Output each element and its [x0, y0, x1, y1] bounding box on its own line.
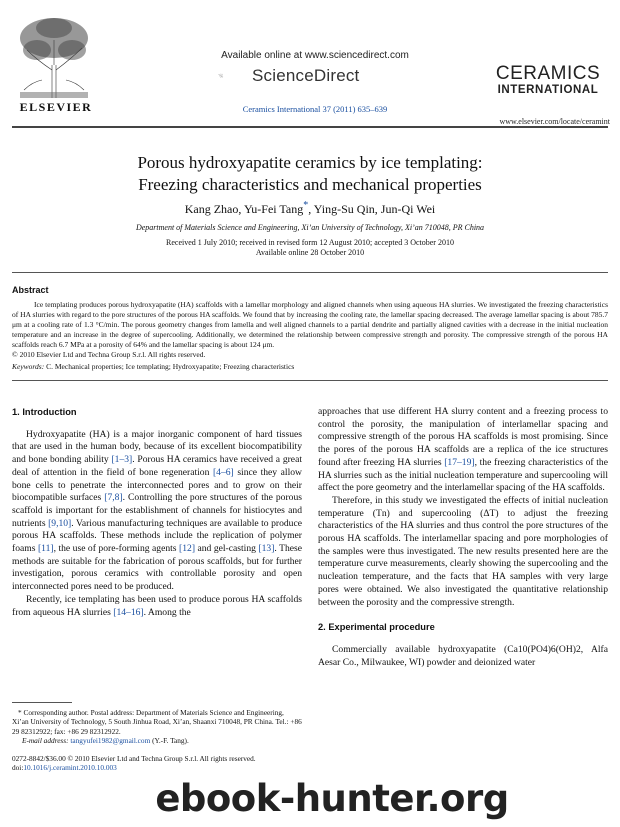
text-run: . Among the: [143, 606, 191, 618]
intro-paragraph-2: [12, 594, 302, 619]
issn-line: 0272-8842/$36.00 © 2010 Elsevier Ltd and Techna Group S.r.l. All rights reserved.: [12, 754, 256, 763]
doi-link[interactable]: 10.1016/j.ceramint.2010.10.003: [23, 763, 117, 773]
article-title: [20, 152, 600, 196]
text-run: approaches that use different HA slurry content and a freezing process to control the porosity, the manipulation of interlamellar spacing and compressive strength of the porous HA scaffolds is most promising. Since the pores of the porous HA scaffolds are a replica of the ice structures found after freezing HA slurries: [318, 406, 608, 468]
right-paragraph-2: Therefore, in this study we investigated the effects of initial nucleation temperature (Tn) and supercooling (ΔT) to adjust the freezing characteristics of the HA slurries and thus control the pore structures of the porous HA scaffolds. The interlamellar spacing and pore morphologies of the samples were thus investigated. The new results presented here are the temperature curve measurements, clearly showing the supercooling and the nucleation temperature, and the facts that HA samples with very large pores were obtained. We also investigated the quantitative relationship between the porosity and the compressive strength.: [318, 494, 608, 608]
affiliation: Department of Materials Science and Engineering, Xi’an University of Technology, Xi’an 710048, PR China: [135, 223, 485, 232]
text-run: Recently, ice templating has been used to produce porous HA scaffolds from aqueous HA slurries: [12, 593, 302, 618]
journal-name-line1: CERAMICS: [495, 63, 601, 84]
abstract-copyright: © 2010 Elsevier Ltd and Techna Group S.r.l. All rights reserved.: [12, 350, 206, 359]
citation-link[interactable]: [13]: [258, 543, 275, 555]
journal-name-line2: INTERNATIONAL: [497, 84, 599, 96]
email-label: E-mail address:: [22, 735, 69, 745]
elsevier-tree-logo: [12, 10, 96, 102]
publisher-logo-text: ELSEVIER: [19, 100, 93, 114]
available-online-text: Available online at www.sciencedirect.com: [221, 50, 409, 61]
text-run: . These methods are suitable for the fabrication of porous scaffolds, but for further investigation, porous ceramics with controllable porosity and open interconnected pores need to be produced.: [12, 543, 303, 593]
citation-link[interactable]: [11]: [37, 543, 54, 555]
authors-part-1: Kang Zhao, Yu-Fei Tang: [184, 202, 304, 216]
abstract-heading: Abstract: [12, 285, 49, 295]
article-dates: [20, 238, 600, 258]
journal-url-link[interactable]: www.elsevier.com/locate/ceramint: [499, 117, 610, 126]
footnote-text: Corresponding author. Postal address: Department of Materials Science and Engineering, Xi’an University of Technology, 5 South Jinhua Road, Xi’an, Shaanxi 710048, PR China. Tel.: +86 29 82312922; fax: +86 29 82312922.: [12, 708, 302, 736]
front-matter: [12, 754, 332, 773]
text-run: . Controlling the pore structures of the porous scaffold is important for the establishment of channels for histiocytes and nutrients: [12, 492, 302, 529]
citation-link[interactable]: [12]: [179, 543, 196, 555]
text-run: since they allow bone cells to penetrate the interconnected pores and to grow on their biocompatible surfaces: [12, 466, 302, 504]
title-line-1: Porous hydroxyapatite ceramics by ice templating:: [137, 153, 483, 172]
introduction-heading: 1. Introduction: [12, 407, 77, 417]
text-run: Hydroxyapatite (HA) is a major inorganic component of hard tissues that are used in the human body, because of its excellent biocompatibility and bone bonding ability: [12, 428, 302, 466]
email-suffix: (Y.-F. Tang).: [150, 735, 189, 745]
corresponding-author-footnote: [12, 708, 302, 745]
left-column: [12, 406, 302, 619]
text-run: . Porous HA ceramics have received a great deal of attention in the field of bone regeneration: [12, 454, 302, 478]
watermark-text: ebook-hunter.org: [155, 777, 509, 820]
journal-logo: [488, 64, 608, 97]
citation-link[interactable]: [7,8]: [104, 492, 123, 504]
available-date: Available online 28 October 2010: [255, 248, 365, 257]
citation-link[interactable]: [14–16]: [113, 606, 144, 618]
text-run: , the freezing characteristics of the HA slurries such as the initial nucleation temperature and supercooling will affect the pore geometry and the interlamellar spacing of the HA scaffolds.: [318, 456, 608, 494]
text-run: , the use of pore-forming agents: [53, 543, 180, 555]
text-run: and gel-casting: [195, 543, 259, 555]
right-paragraph-3: Commercially available hydroxyapatite (Ca10(PO4)6(OH)2, Alfa Aesar Co., Milwaukee, WI) powder and deionized water: [318, 643, 608, 668]
text-run: . Various manufacturing techniques are available to produce porous HA scaffolds. These methods include the replication of polymer foams: [12, 517, 302, 555]
abstract-bottom-rule: [12, 380, 608, 381]
keywords-list: C. Mechanical properties; Ice templating; Hydroxyapatite; Freezing characteristics: [46, 362, 295, 371]
abstract-top-rule: [12, 272, 608, 273]
citation-link[interactable]: [4–6]: [212, 466, 234, 478]
keywords: [12, 362, 608, 371]
sciencedirect-wordmark: ScienceDirect: [252, 66, 360, 85]
citation-link[interactable]: [9,10]: [48, 517, 72, 529]
citation-link[interactable]: [1–3]: [111, 454, 133, 466]
author-list: [20, 200, 600, 217]
abstract-text: [12, 300, 608, 360]
abstract-body: Ice templating produces porous hydroxyapatite (HA) scaffolds with a lamellar morphology and aligned channels when using aqueous HA slurries. We investigated the freezing characteristics of HA slurries with regard to the pore structures of the porous HA scaffolds. We found that by increasing the cooling rate, the lamellar spacing decreased. The average lamellar spacing is about 785.7 μm at a cooling rate of 1.3 °C/min. The porous geometry changes from lamella and well aligned channels to a partial dendrite and partially aligned cavities with a decrease in the initial nucleation temperature and an increase in the degree of supercooling. Additionally, we determined the relationship between compressive strength and porosity. The compressive strength of the porous HA scaffolds reach 6.7 MPa at a porosity of 64% and the lamellar spacing is about 124 μm.: [12, 300, 608, 349]
doi-label: doi:: [12, 763, 24, 773]
experimental-heading: 2. Experimental procedure: [318, 622, 435, 633]
footnote-rule: [12, 702, 72, 703]
sciencedirect-dots-icon: [218, 62, 252, 90]
right-column: [318, 406, 608, 669]
journal-citation-link[interactable]: Ceramics International 37 (2011) 635–639: [242, 104, 388, 114]
footnote-star: *: [18, 708, 22, 717]
citation-link[interactable]: [17–19]: [444, 456, 475, 468]
received-dates: Received 1 July 2010; received in revised form 12 August 2010; accepted 3 October 2010: [166, 238, 454, 247]
right-paragraph-1: [318, 406, 608, 495]
email-link[interactable]: tangyufei1982@gmail.com: [70, 735, 151, 745]
corresponding-author-link[interactable]: *: [303, 200, 309, 211]
intro-paragraph-1: [12, 429, 302, 594]
header-rule: [12, 126, 608, 128]
keywords-label: Keywords:: [12, 362, 45, 371]
title-line-2: Freezing characteristics and mechanical properties: [138, 175, 482, 194]
authors-part-2: , Ying-Su Qin, Jun-Qi Wei: [308, 202, 436, 216]
